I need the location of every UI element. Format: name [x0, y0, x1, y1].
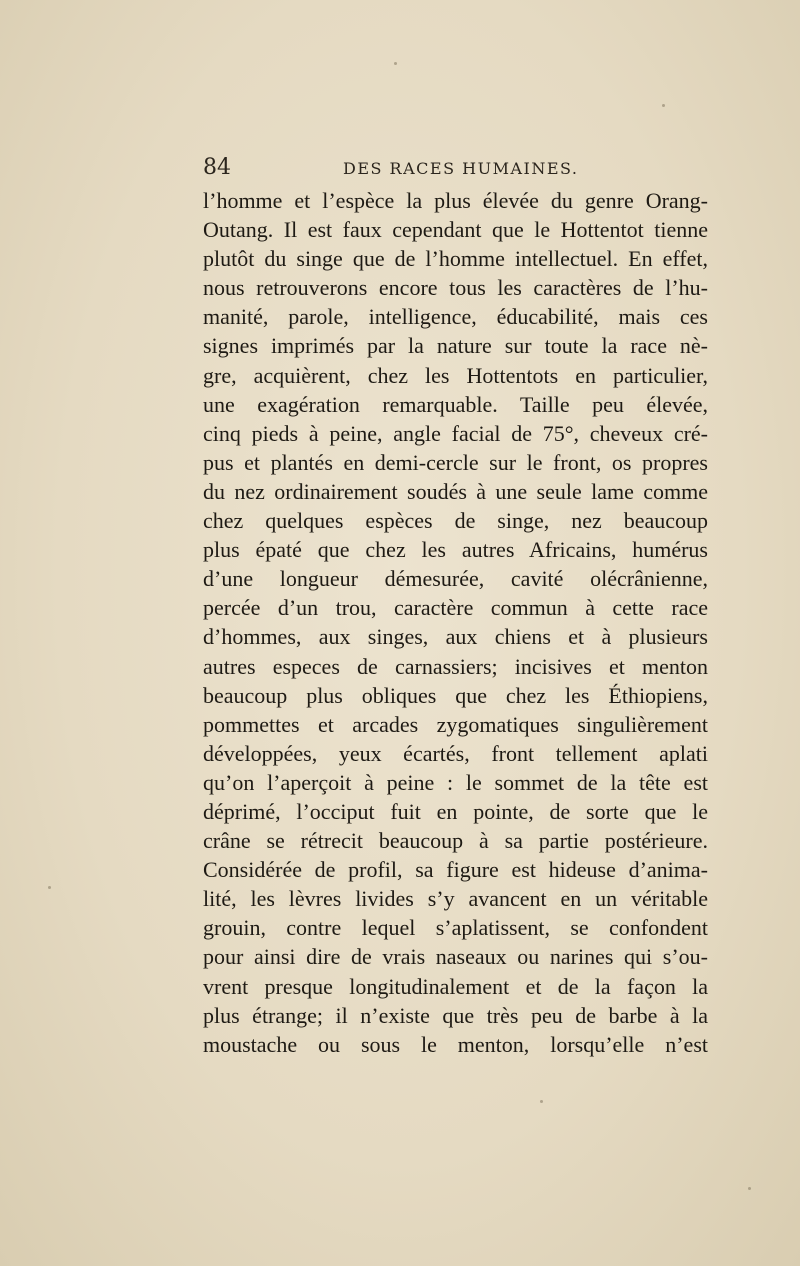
text-line: pus et plantés en demi-cercle sur le front, os propres	[203, 449, 708, 475]
text-line: plus épaté que chez les autres Africains, humérus	[203, 537, 708, 563]
paper-speck	[540, 1100, 543, 1103]
text-line: beaucoup plus obliques que chez les Éthiopiens,	[203, 682, 708, 708]
text-line: vrent presque longitudinalement et de la façon la	[203, 973, 708, 999]
text-line: nous retrouverons encore tous les caractères de l’hu-	[203, 275, 708, 301]
text-line: Considérée de profil, sa figure est hideuse d’anima-	[203, 857, 708, 883]
text-line: d’une longueur démesurée, cavité olécrânienne,	[203, 566, 708, 592]
paper-speck	[48, 886, 51, 889]
paper-speck	[662, 104, 665, 107]
page-number: 84	[203, 155, 231, 180]
text-line: pour ainsi dire de vrais naseaux ou narines qui s’ou-	[203, 944, 708, 970]
text-line: autres especes de carnassiers; incisives et menton	[203, 653, 708, 679]
text-line: gre, acquièrent, chez les Hottentots en particulier,	[203, 362, 708, 388]
text-line: déprimé, l’occiput fuit en pointe, de sorte que le	[203, 798, 708, 824]
text-line: signes imprimés par la nature sur toute la race nè-	[203, 333, 708, 359]
paper-speck	[748, 1187, 751, 1190]
text-line: percée d’un trou, caractère commun à cette race	[203, 595, 708, 621]
page-header	[203, 155, 708, 185]
text-line: crâne se rétrecit beaucoup à sa partie postérieure.	[203, 828, 708, 854]
text-line: une exagération remarquable. Taille peu élevée,	[203, 391, 708, 417]
text-line: cinq pieds à peine, angle facial de 75°, cheveux cré-	[203, 420, 708, 446]
text-line: grouin, contre lequel s’aplatissent, se confondent	[203, 915, 708, 941]
running-head: DES RACES HUMAINES.	[343, 159, 579, 178]
text-line: qu’on l’aperçoit à peine : le sommet de la tête est	[203, 769, 708, 795]
body-text	[203, 186, 708, 1059]
text-line: pommettes et arcades zygomatiques singulièrement	[203, 711, 708, 737]
text-line: l’homme et l’espèce la plus élevée du genre Orang-	[203, 188, 708, 213]
text-line: lité, les lèvres livides s’y avancent en un véritable	[203, 886, 708, 912]
text-line: Outang. Il est faux cependant que le Hottentot tienne	[203, 217, 708, 243]
text-line: du nez ordinairement soudés à une seule lame comme	[203, 478, 708, 504]
text-line: moustache ou sous le menton, lorsqu’elle n’est	[203, 1031, 708, 1057]
text-line: d’hommes, aux singes, aux chiens et à plusieurs	[203, 624, 708, 650]
text-line: manité, parole, intelligence, éducabilité, mais ces	[203, 304, 708, 330]
text-line: développées, yeux écartés, front tellement aplati	[203, 740, 708, 766]
paper-speck	[394, 62, 397, 65]
text-line: plutôt du singe que de l’homme intellectuel. En effet,	[203, 246, 708, 272]
text-line: chez quelques espèces de singe, nez beaucoup	[203, 508, 708, 534]
text-line: plus étrange; il n’existe que très peu de barbe à la	[203, 1002, 708, 1028]
